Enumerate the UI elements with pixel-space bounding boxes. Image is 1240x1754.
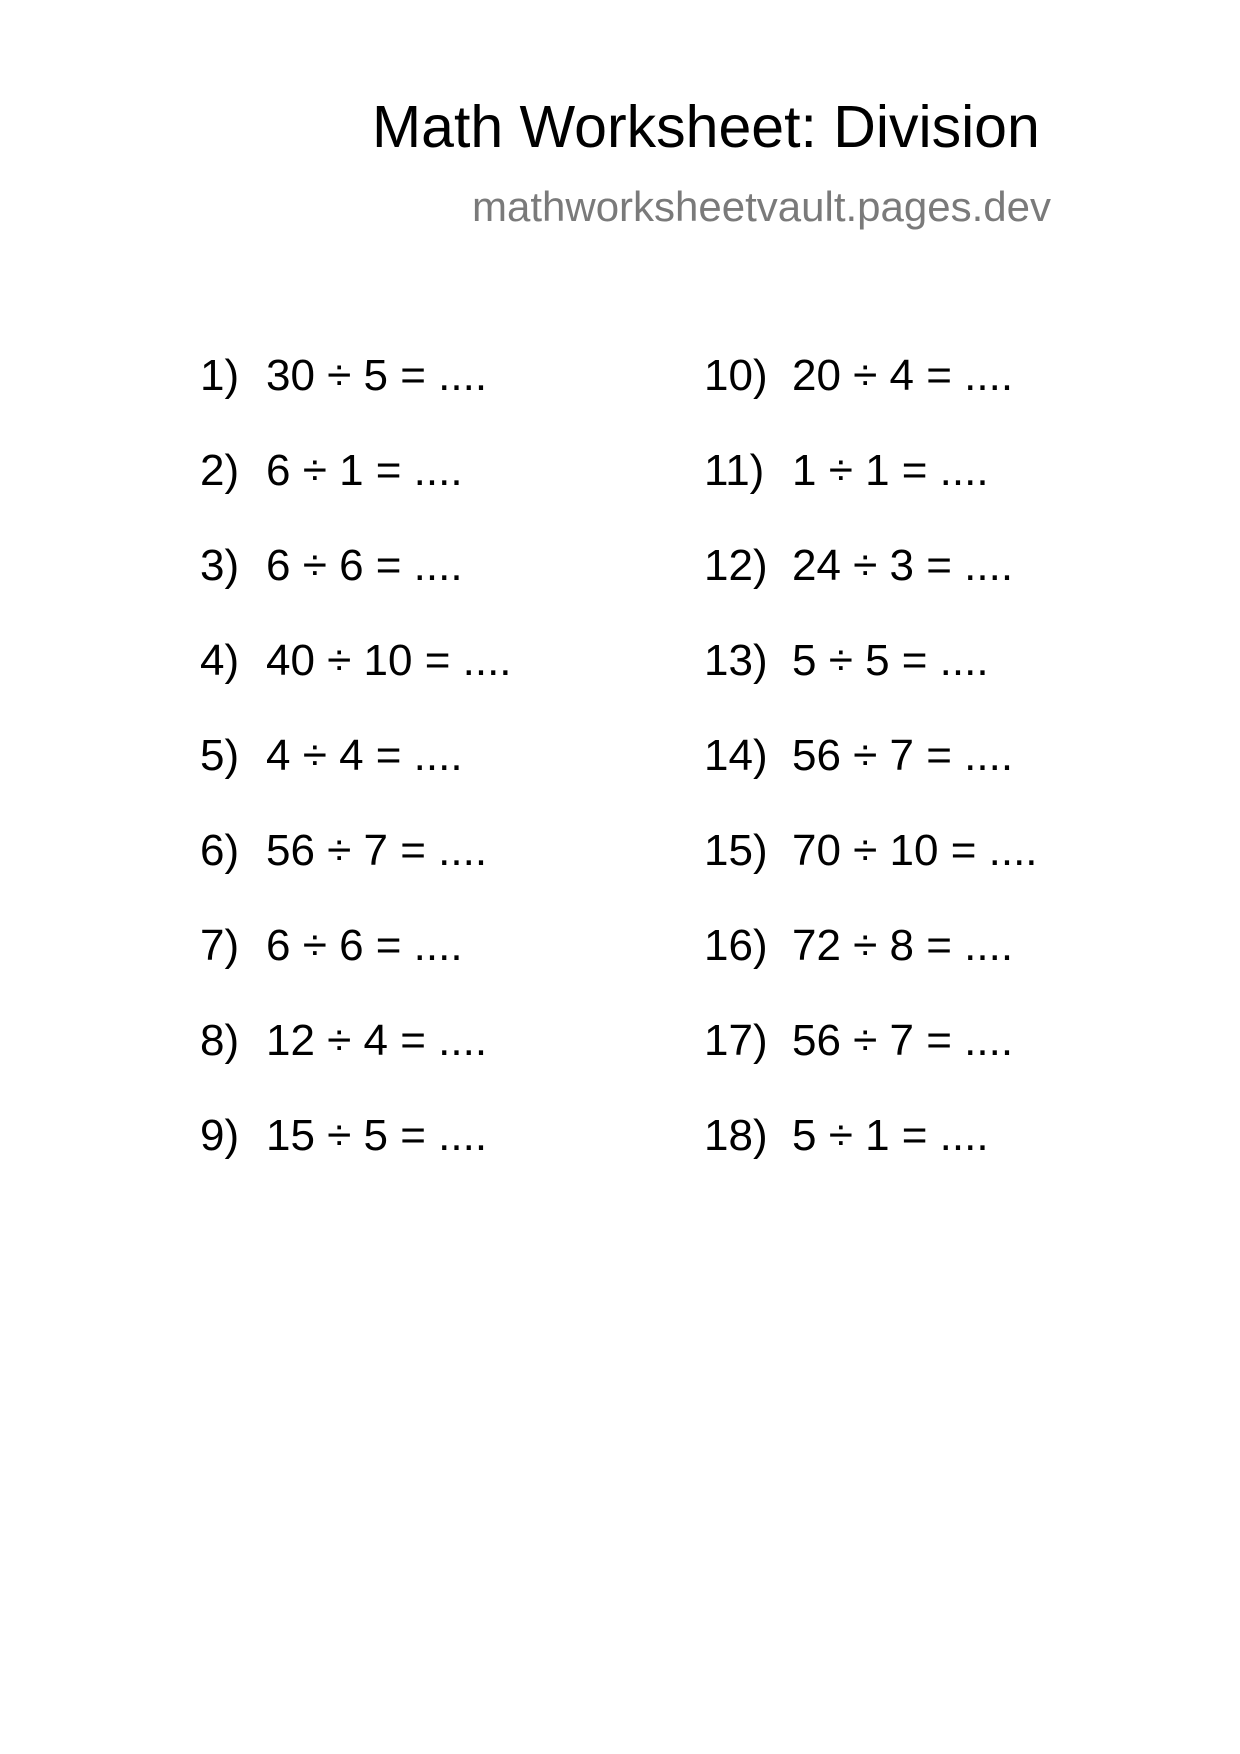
problem-number: 10) [704,351,768,400]
problem-expression: 6 ÷ 1 = .... [266,446,463,495]
problem-14 [704,731,1038,829]
problem-11 [704,446,1038,544]
problem-number: 2) [200,446,240,495]
problem-expression: 56 ÷ 7 = .... [792,1016,1014,1065]
problem-expression: 20 ÷ 4 = .... [792,351,1014,400]
problem-expression: 12 ÷ 4 = .... [266,1016,488,1065]
problem-4 [200,636,512,734]
problem-expression: 15 ÷ 5 = .... [266,1111,488,1160]
problem-6 [200,826,512,924]
problem-number: 8) [200,1016,240,1065]
problem-number: 5) [200,731,240,780]
problem-expression: 1 ÷ 1 = .... [792,446,989,495]
problem-17 [704,1016,1038,1114]
problem-expression: 6 ÷ 6 = .... [266,921,463,970]
problem-expression: 56 ÷ 7 = .... [792,731,1014,780]
problem-1 [200,351,512,449]
problem-expression: 70 ÷ 10 = .... [792,826,1038,875]
problem-8 [200,1016,512,1114]
problem-expression: 5 ÷ 5 = .... [792,636,989,685]
problem-expression: 5 ÷ 1 = .... [792,1111,989,1160]
problem-15 [704,826,1038,924]
problem-9 [200,1111,512,1209]
problem-number: 14) [704,731,768,780]
problem-2 [200,446,512,544]
problem-expression: 72 ÷ 8 = .... [792,921,1014,970]
problem-16 [704,921,1038,1019]
problem-number: 12) [704,541,768,590]
problem-number: 9) [200,1111,240,1160]
problem-column-left [200,351,512,1209]
worksheet-title: Math Worksheet: Division [372,94,1040,160]
problem-expression: 40 ÷ 10 = .... [266,636,512,685]
problem-number: 15) [704,826,768,875]
problem-column-right [704,351,1038,1209]
problem-number: 11) [704,446,765,495]
problem-number: 16) [704,921,768,970]
problem-expression: 24 ÷ 3 = .... [792,541,1014,590]
problem-expression: 6 ÷ 6 = .... [266,541,463,590]
problem-number: 1) [200,351,240,400]
problem-number: 6) [200,826,240,875]
problem-number: 13) [704,636,768,685]
problem-7 [200,921,512,1019]
problem-number: 18) [704,1111,768,1160]
problem-number: 17) [704,1016,768,1065]
problem-number: 4) [200,636,240,685]
problem-number: 3) [200,541,240,590]
problem-5 [200,731,512,829]
problem-13 [704,636,1038,734]
problem-18 [704,1111,1038,1209]
problem-expression: 56 ÷ 7 = .... [266,826,488,875]
problem-3 [200,541,512,639]
problem-expression: 4 ÷ 4 = .... [266,731,463,780]
problem-12 [704,541,1038,639]
problem-expression: 30 ÷ 5 = .... [266,351,488,400]
problem-number: 7) [200,921,240,970]
website-url: mathworksheetvault.pages.dev [472,183,1051,230]
problem-10 [704,351,1038,449]
